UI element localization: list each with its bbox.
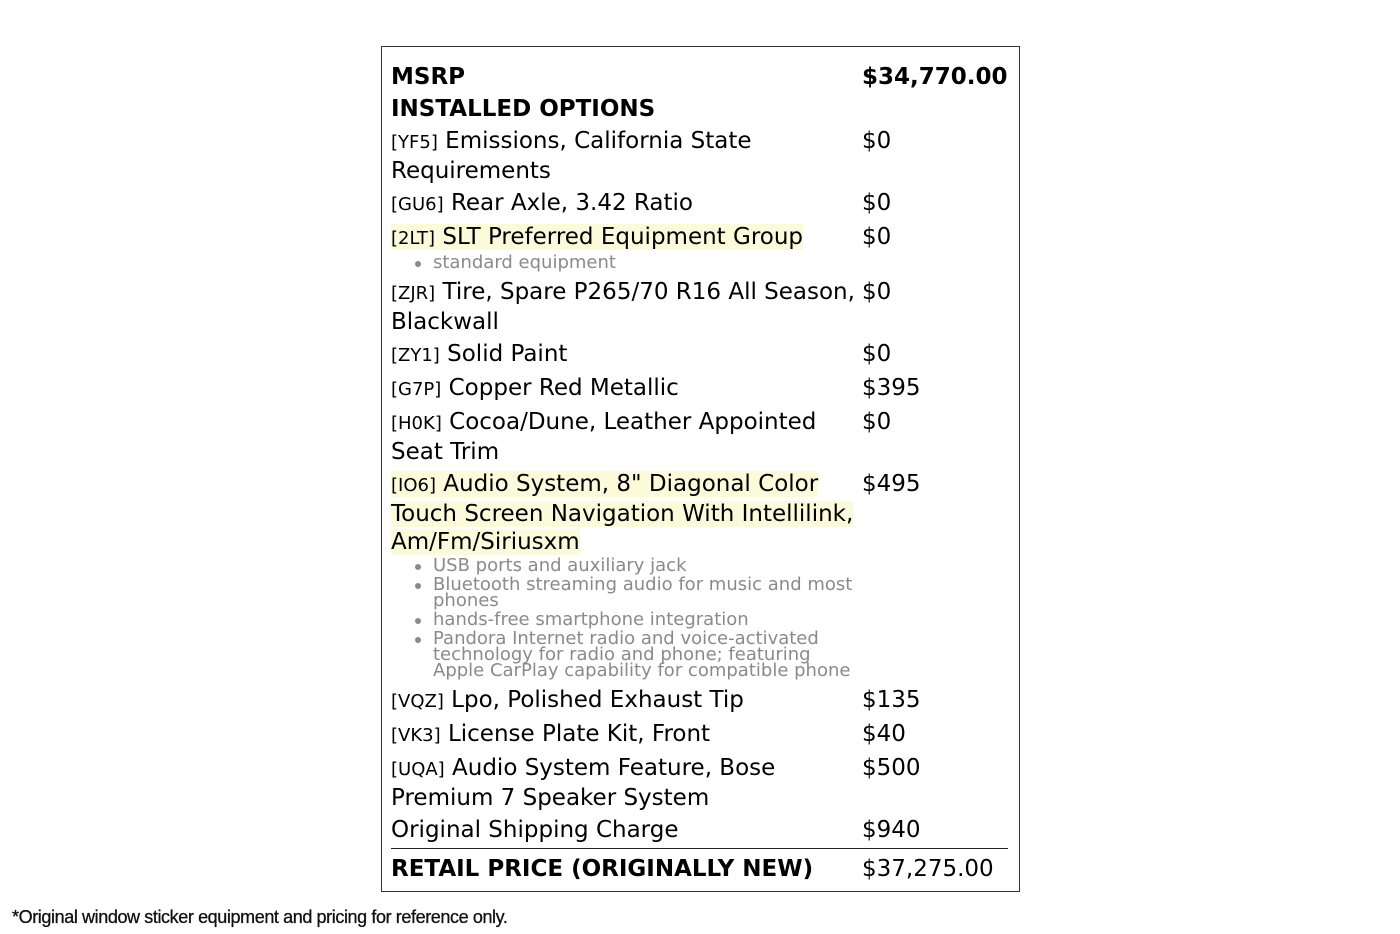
installed-options-heading-row [391, 93, 1008, 125]
option-feature-item: Pandora Internet radio and voice-activated technology for radio and phone; featuring Apple CarPlay capability for compatible phone [413, 631, 862, 679]
msrp-label: MSRP [391, 64, 466, 90]
option-text [391, 409, 816, 465]
option-description: Lpo, Polished Exhaust Tip [451, 687, 744, 713]
option-description-cell [391, 752, 862, 814]
option-code: [IO6] [391, 475, 436, 496]
option-description: Tire, Spare P265/70 R16 All Season, Blackwall [391, 279, 855, 335]
retail-price-row [391, 848, 1008, 885]
option-row [391, 221, 1008, 255]
option-price: $0 [862, 279, 892, 305]
option-price: $500 [862, 755, 921, 781]
option-price: $40 [862, 721, 906, 747]
option-text [391, 190, 693, 216]
option-feature-item: USB ports and auxiliary jack [413, 558, 862, 574]
option-feature-item: hands-free smartphone integration [413, 612, 862, 628]
option-text [391, 341, 567, 367]
option-description-cell [391, 338, 862, 372]
option-text [391, 128, 752, 184]
option-description: Solid Paint [447, 341, 568, 367]
option-description: License Plate Kit, Front [447, 721, 711, 747]
option-text [391, 375, 679, 401]
option-row [391, 338, 1008, 372]
shipping-value: $940 [862, 817, 921, 843]
option-row [391, 468, 1008, 558]
option-price: $0 [862, 224, 892, 250]
option-highlighted-text [391, 471, 853, 555]
option-row [391, 187, 1008, 221]
options-list [391, 125, 1008, 814]
option-row [391, 125, 1008, 187]
option-code: [YF5] [391, 132, 438, 153]
option-code: [G7P] [391, 379, 442, 400]
footnote: *Original window sticker equipment and pricing for reference only. [12, 907, 508, 927]
option-price: $0 [862, 190, 892, 216]
option-code: [ZJR] [391, 283, 436, 304]
option-price: $395 [862, 375, 921, 401]
option-row [391, 406, 1008, 468]
option-text [391, 755, 775, 811]
option-price: $135 [862, 687, 921, 713]
option-row [391, 718, 1008, 752]
option-code: [H0K] [391, 413, 442, 434]
option-feature-list [391, 555, 862, 684]
option-row [391, 752, 1008, 814]
shipping-label: Original Shipping Charge [391, 817, 679, 843]
option-description-cell [391, 125, 862, 187]
sticker-content [391, 61, 1008, 885]
option-feature-list [391, 252, 862, 276]
option-price: $0 [862, 128, 892, 154]
option-code: [ZY1] [391, 345, 440, 366]
option-description: Audio System Feature, Bose Premium 7 Speaker System [391, 755, 776, 811]
option-text [391, 721, 710, 747]
option-code: [GU6] [391, 194, 444, 215]
option-row [391, 372, 1008, 406]
option-description-cell [391, 276, 862, 338]
option-feature-item: Bluetooth streaming audio for music and most phones [413, 577, 862, 609]
retail-price-value: $37,275.00 [862, 856, 994, 882]
option-description-cell [391, 221, 862, 255]
option-price: $0 [862, 341, 892, 367]
shipping-row [391, 814, 1008, 846]
retail-price-label: RETAIL PRICE (ORIGINALLY NEW) [391, 856, 814, 882]
option-code: [UQA] [391, 759, 445, 780]
option-row [391, 276, 1008, 338]
option-description: Emissions, California State Requirements [391, 128, 752, 184]
option-description-cell [391, 372, 862, 406]
option-highlighted-text [391, 224, 803, 250]
option-description-cell [391, 406, 862, 468]
option-description: Audio System, 8" Diagonal Color Touch Screen Navigation With Intellilink, Am/Fm/Siriusxm [391, 471, 854, 555]
option-code: [2LT] [391, 228, 436, 249]
option-description-cell [391, 187, 862, 221]
option-feature-item: standard equipment [413, 255, 862, 271]
option-description-cell [391, 468, 862, 558]
option-code: [VQZ] [391, 691, 444, 712]
option-text [391, 279, 855, 335]
msrp-value: $34,770.00 [862, 64, 1008, 90]
option-description: Copper Red Metallic [448, 375, 679, 401]
installed-options-heading: INSTALLED OPTIONS [391, 96, 656, 122]
option-price: $495 [862, 471, 921, 497]
option-description-cell [391, 718, 862, 752]
option-text [391, 687, 744, 713]
option-description-cell [391, 684, 862, 718]
msrp-row [391, 61, 1008, 93]
option-row [391, 684, 1008, 718]
option-code: [VK3] [391, 725, 441, 746]
option-price: $0 [862, 409, 892, 435]
option-description: SLT Preferred Equipment Group [442, 224, 804, 250]
window-sticker [381, 46, 1020, 892]
option-description: Cocoa/Dune, Leather Appointed Seat Trim [391, 409, 817, 465]
option-description: Rear Axle, 3.42 Ratio [450, 190, 693, 216]
